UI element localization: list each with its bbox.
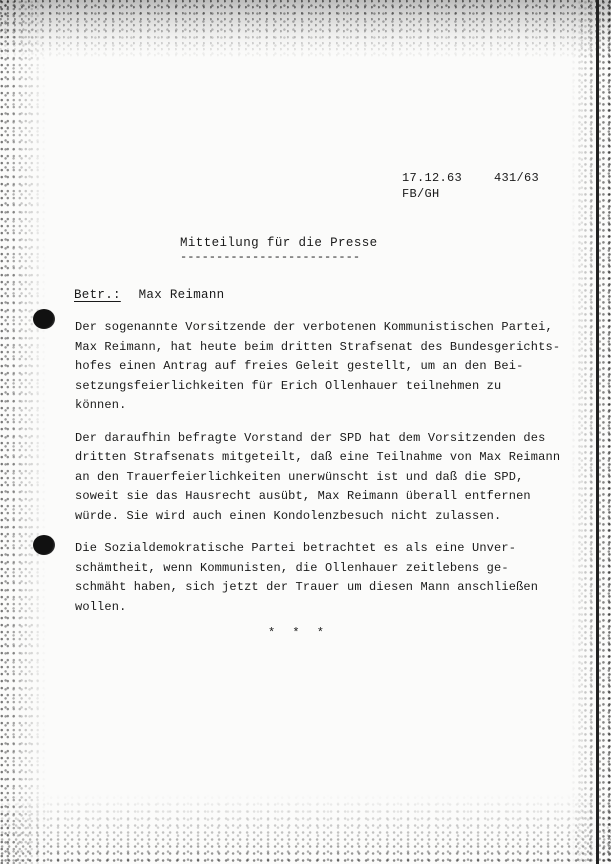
paragraph <box>75 318 575 416</box>
scan-noise-right <box>571 0 611 864</box>
subject-line <box>74 288 224 302</box>
text-line: wollen. <box>75 599 127 614</box>
text-line: Max Reimann, hat heute beim dritten Strafsenat des Bundesgerichts- <box>75 339 561 354</box>
title-text: Mitteilung für die Presse <box>180 236 378 250</box>
text-line: dritten Strafsenats mitgeteilt, daß eine Teilnahme von Max Reimann <box>75 450 561 464</box>
scan-noise-left <box>0 0 46 864</box>
text-line: an den Trauerfeierlichkeiten unerwünscht ist und daß die SPD, <box>75 469 524 484</box>
title-underline: ------------------------- <box>180 250 361 264</box>
punch-hole-top <box>33 309 55 329</box>
text-line: Der sogenannte Vorsitzende der verbotenen Kommunistischen Partei, <box>75 320 553 334</box>
body-text <box>75 318 575 630</box>
subject-label: Betr.: <box>74 288 121 302</box>
subject-value: Max Reimann <box>138 288 225 302</box>
punch-hole-bottom <box>33 535 55 555</box>
closing-asterisks: * * * <box>268 626 330 640</box>
text-line: Der daraufhin befragte Vorstand der SPD hat dem Vorsitzenden des <box>75 430 546 445</box>
text-line: soweit sie das Hausrecht ausübt, Max Reimann überall entfernen <box>75 489 531 503</box>
text-line: schämtheit, wenn Kommunisten, die Ollenhauer zeitlebens ge- <box>75 560 509 575</box>
text-line: hofes einen Antrag auf freies Geleit gestellt, um an den Bei- <box>75 359 524 373</box>
scan-noise-bottom <box>0 794 611 864</box>
paragraph <box>75 429 575 527</box>
author-initials: FB/GH <box>402 187 440 201</box>
document-title <box>180 236 378 262</box>
paragraph <box>75 539 575 617</box>
document-date: 17.12.63 <box>402 171 463 185</box>
text-line: können. <box>75 398 127 412</box>
text-line: schmäht haben, sich jetzt der Trauer um diesen Mann anschließen <box>75 580 539 594</box>
document-number: 431/63 <box>494 171 540 185</box>
text-line: setzungsfeierlichkeiten für Erich Ollenhauer teilnehmen zu <box>75 378 502 393</box>
text-line: würde. Sie wird auch einen Kondolenzbesuch nicht zulassen. <box>75 508 502 523</box>
text-line: Die Sozialdemokratische Partei betrachtet es als eine Unver- <box>75 541 517 555</box>
scan-noise-top <box>0 0 611 60</box>
scan-edge-line <box>596 0 599 864</box>
reference-block <box>402 170 539 202</box>
